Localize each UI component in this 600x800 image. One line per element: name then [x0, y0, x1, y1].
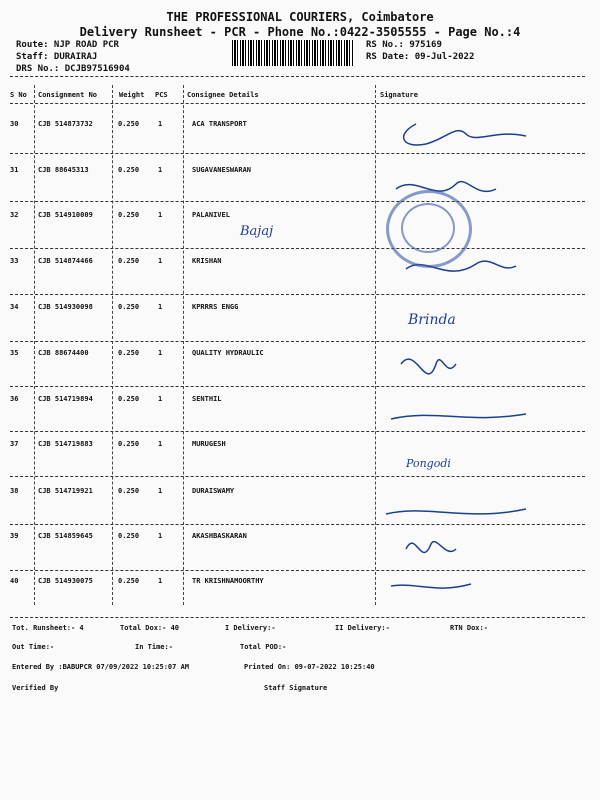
row-weight: 0.250 [118, 395, 140, 403]
row-sno: 33 [10, 257, 19, 265]
verified-by: Verified By [12, 684, 59, 692]
row-sno: 40 [10, 577, 19, 585]
row-sno: 36 [10, 395, 19, 403]
row-sno: 30 [10, 120, 19, 128]
row-pcs: 1 [158, 211, 163, 219]
drs-number: DRS No.: DCJB97516904 [16, 64, 130, 74]
row-consignment: CJB 514874466 [38, 257, 93, 265]
row-consignee: SUGAVANESWARAN [192, 166, 252, 174]
handwritten-pongodi: Pongodi [406, 457, 451, 470]
rs-date: RS Date: 09-Jul-2022 [366, 52, 475, 62]
row-consignment: CJB 514719883 [38, 440, 93, 448]
row-pcs: 1 [158, 487, 163, 495]
row-consignment: CJB 88674400 [38, 349, 89, 357]
col-header-consignment: Consignment No [38, 91, 98, 99]
runsheet-subtitle: Delivery Runsheet - PCR - Phone No.:0422-3505555 - Page No.:4 [79, 25, 521, 39]
rs-number: RS No.: 975169 [366, 40, 442, 50]
row-pcs: 1 [158, 532, 163, 540]
row-sno: 34 [10, 303, 19, 311]
row-consignment: CJB 514873732 [38, 120, 93, 128]
row-weight: 0.250 [118, 440, 140, 448]
row-weight: 0.250 [118, 349, 140, 357]
total-dox: Total Dox:- 40 [120, 624, 180, 632]
row-consignee: TR KRISHNAMOORTHY [192, 577, 264, 585]
row-sno: 35 [10, 349, 19, 357]
printed-on: Printed On: 09-07-2022 10:25:40 [244, 663, 375, 671]
delivery-stamp [386, 190, 472, 268]
column-separator [34, 85, 35, 605]
row-pcs: 1 [158, 577, 163, 585]
barcode [232, 40, 354, 66]
row-sno: 32 [10, 211, 19, 219]
row-consignee: QUALITY HYDRAULIC [192, 349, 264, 357]
signature-scribbles [376, 104, 586, 604]
row-weight: 0.250 [118, 487, 140, 495]
row-weight: 0.250 [118, 166, 140, 174]
row-weight: 0.250 [118, 120, 140, 128]
row-consignment: CJB 514930075 [38, 577, 93, 585]
row-sno: 37 [10, 440, 19, 448]
staff-label: Staff: DURAIRAJ [16, 52, 98, 62]
divider-line [10, 76, 585, 77]
row-consignee: PALANIVEL [192, 211, 230, 219]
row-consignment: CJB 514930098 [38, 303, 93, 311]
row-consignment: CJB 88645313 [38, 166, 89, 174]
rtn-dox: RTN Dox:- [450, 624, 488, 632]
row-consignee: MURUGESH [192, 440, 226, 448]
row-pcs: 1 [158, 440, 163, 448]
row-weight: 0.250 [118, 257, 140, 265]
row-weight: 0.250 [118, 577, 140, 585]
row-pcs: 1 [158, 120, 163, 128]
row-consignment: CJB 514859645 [38, 532, 93, 540]
row-pcs: 1 [158, 166, 163, 174]
row-pcs: 1 [158, 303, 163, 311]
entered-by: Entered By :BABUPCR 07/09/2022 10:25:07 AM [12, 663, 190, 671]
handwritten-brinda: Brinda [408, 312, 456, 328]
row-consignee: AKASHBASKARAN [192, 532, 247, 540]
column-separator [183, 85, 184, 605]
col-header-weight: Weight [119, 91, 145, 99]
col-header-sno: S No [10, 91, 27, 99]
handwritten-bajaj: Bajaj [240, 224, 274, 239]
staff-signature: Staff Signature [264, 684, 328, 692]
row-weight: 0.250 [118, 532, 140, 540]
i-delivery: I Delivery:- [225, 624, 276, 632]
row-consignment: CJB 514719894 [38, 395, 93, 403]
row-consignment: CJB 514719921 [38, 487, 93, 495]
col-header-consignee: Consignee Details [187, 91, 259, 99]
total-runsheet: Tot. Runsheet:- 4 [12, 624, 84, 632]
row-weight: 0.250 [118, 211, 140, 219]
in-time: In Time:- [135, 643, 173, 651]
row-pcs: 1 [158, 349, 163, 357]
row-pcs: 1 [158, 395, 163, 403]
row-consignee: DURAISWAMY [192, 487, 235, 495]
row-sno: 31 [10, 166, 19, 174]
row-sno: 39 [10, 532, 19, 540]
col-header-pcs: PCS [155, 91, 168, 99]
column-separator [112, 85, 113, 605]
col-header-signature: Signature [380, 91, 418, 99]
row-consignee: SENTHIL [192, 395, 222, 403]
row-consignment: CJB 514910009 [38, 211, 93, 219]
row-consignee: KRISHAN [192, 257, 222, 265]
row-consignee: ACA TRANSPORT [192, 120, 247, 128]
row-pcs: 1 [158, 257, 163, 265]
divider-line [10, 617, 585, 618]
row-weight: 0.250 [118, 303, 140, 311]
row-sno: 38 [10, 487, 19, 495]
route-label: Route: NJP ROAD PCR [16, 40, 119, 50]
row-consignee: KPRRRS ENGG [192, 303, 239, 311]
total-pod: Total POD:- [240, 643, 287, 651]
out-time: Out Time:- [12, 643, 55, 651]
ii-delivery: II Delivery:- [335, 624, 390, 632]
company-title: THE PROFESSIONAL COURIERS, Coimbatore [166, 10, 434, 24]
